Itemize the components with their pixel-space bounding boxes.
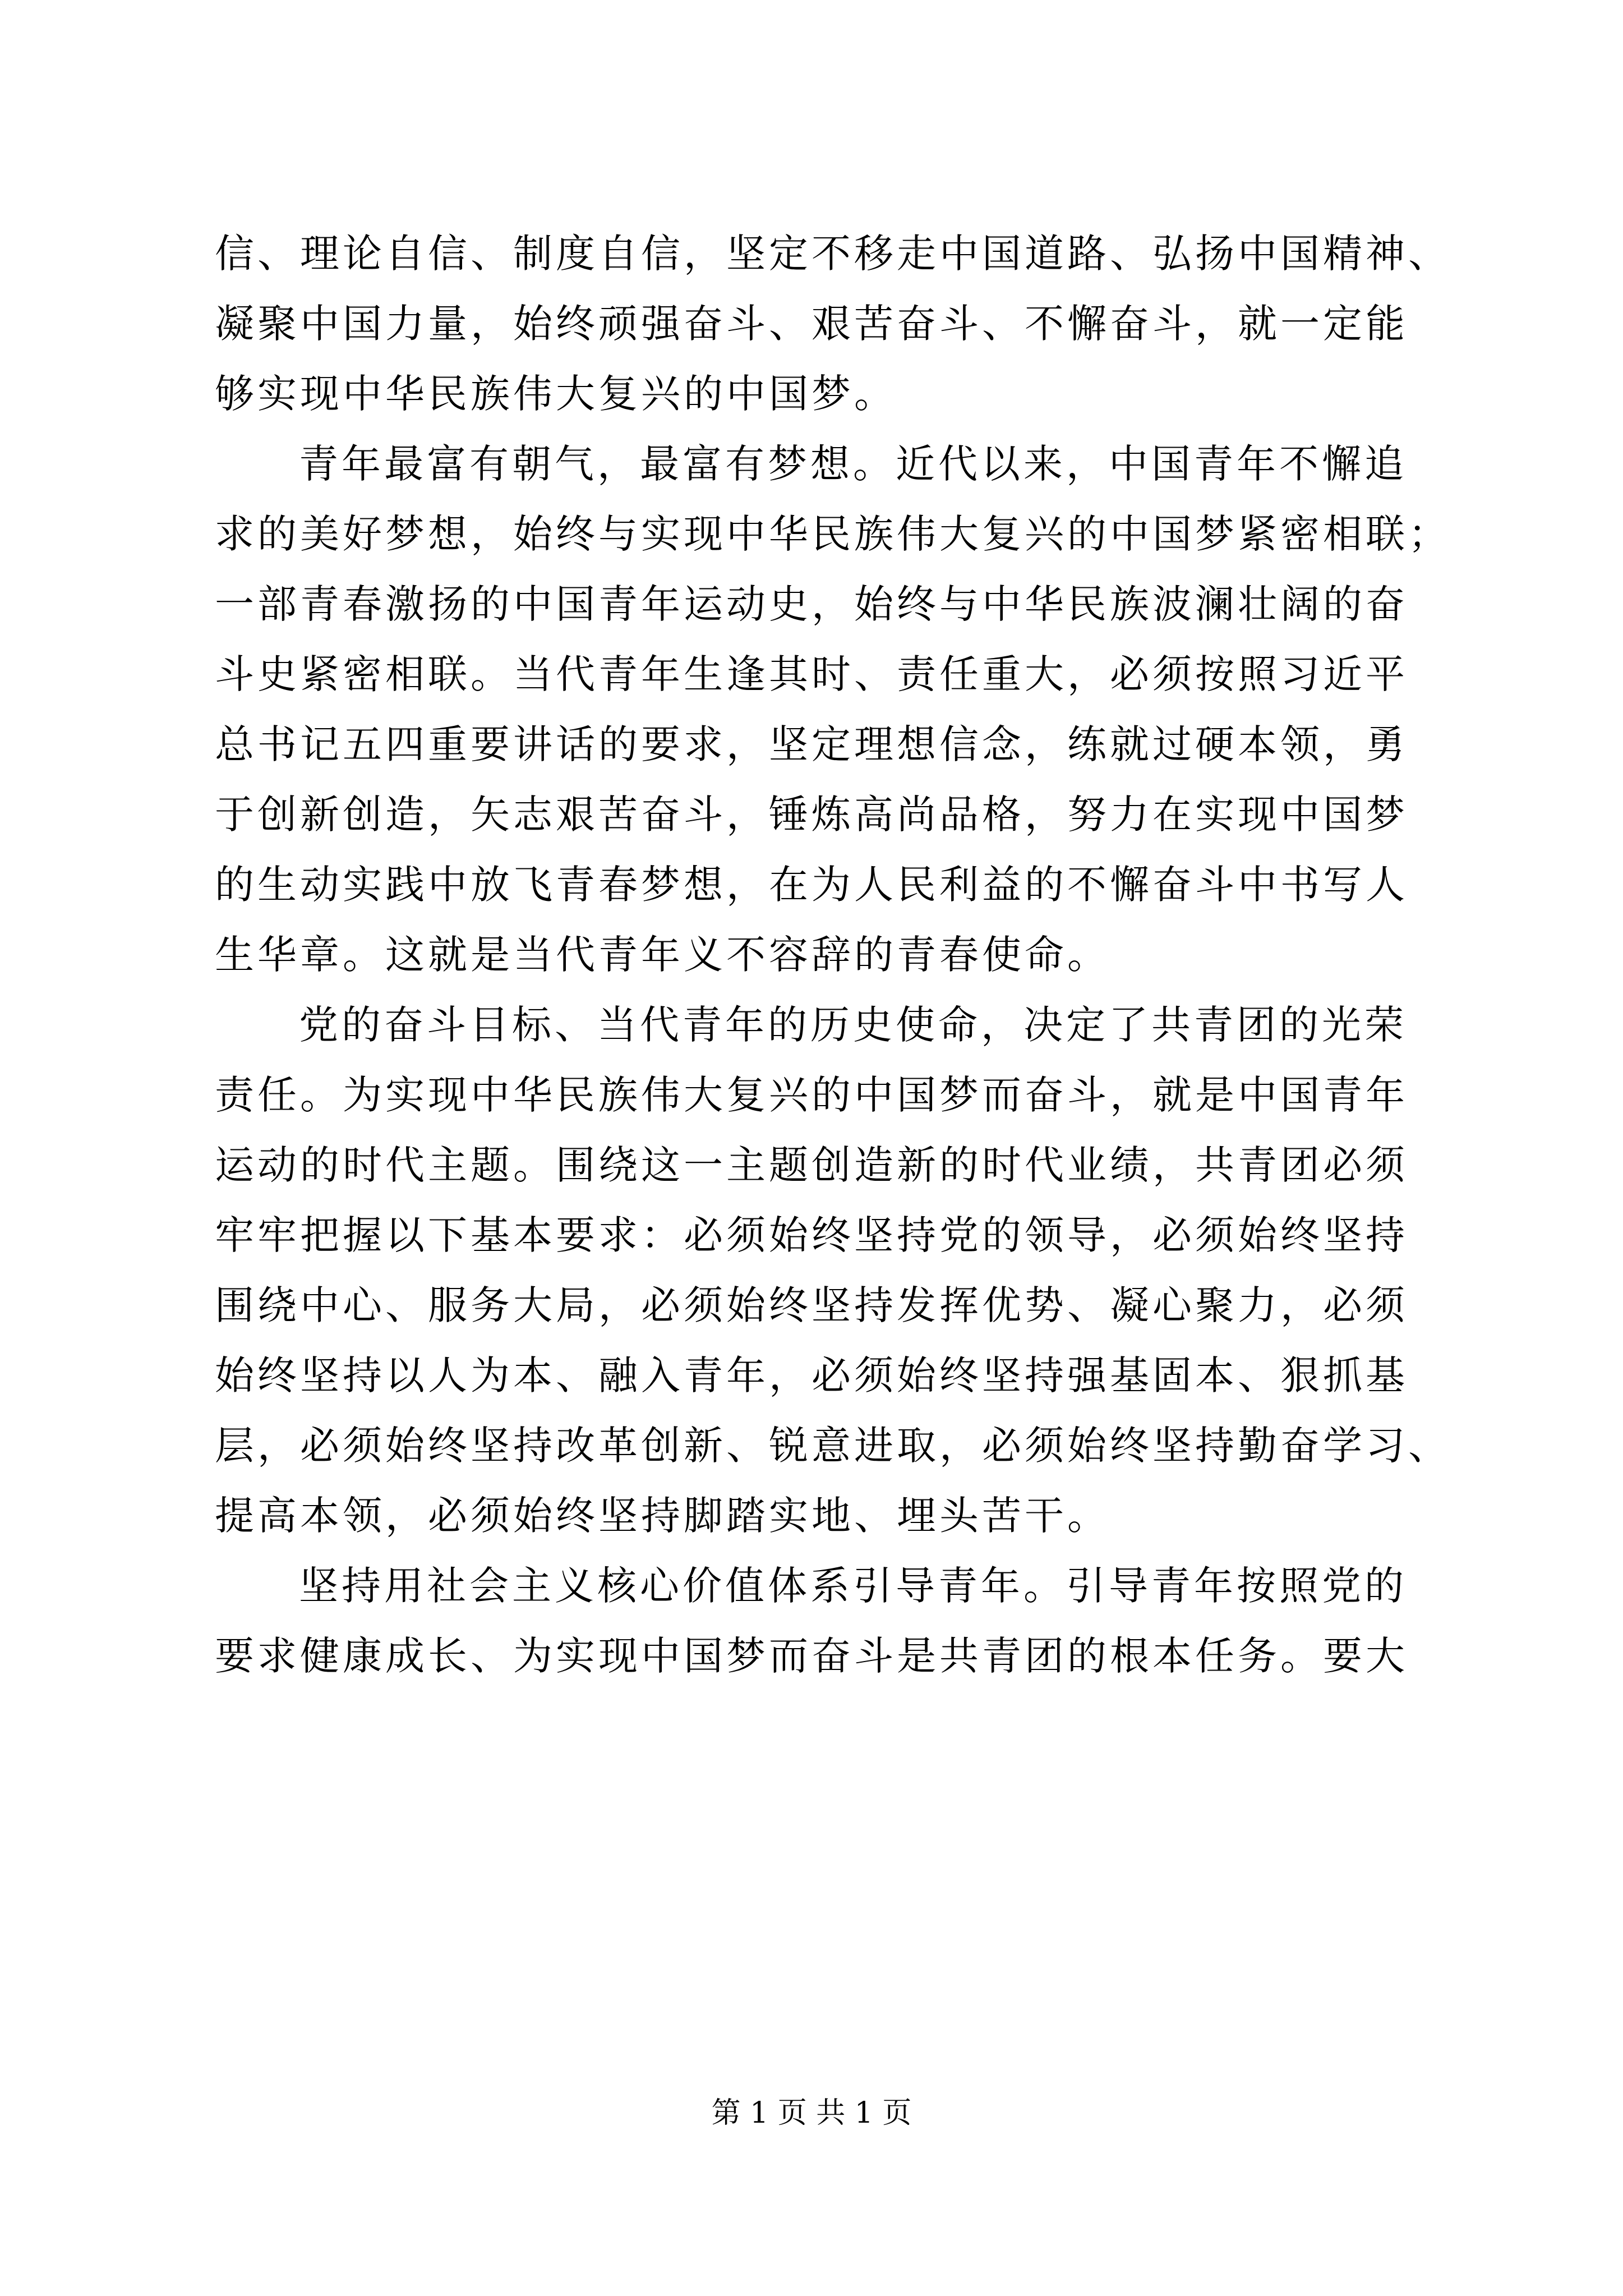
text-line: 始终坚持以人为本、融入青年，必须始终坚持强基固本、狠抓基 — [215, 1352, 1408, 1398]
text-line: 党的奋斗目标、当代青年的历史使命，决定了共青团的光荣 — [299, 1002, 1407, 1048]
paragraph — [215, 219, 1451, 429]
text-line: 运动的时代主题。围绕这一主题创造新的时代业绩，共青团必须 — [215, 1142, 1408, 1188]
text-line: 提高本领，必须始终坚持脚踏实地、埋头苦干。 — [215, 1493, 1110, 1539]
text-line: 一部青春激扬的中国青年运动史，始终与中华民族波澜壮阔的奋 — [215, 581, 1408, 627]
page-footer: 第 1 页 共 1 页 — [711, 2096, 912, 2130]
paragraph — [215, 429, 1451, 990]
text-line: 总书记五四重要讲话的要求，坚定理想信念，练就过硬本领，勇 — [215, 721, 1408, 767]
text-line: 求的美好梦想，始终与实现中华民族伟大复兴的中国梦紧密相联； — [215, 511, 1451, 557]
text-line: 斗史紧密相联。当代青年生逢其时、责任重大，必须按照习近平 — [215, 651, 1408, 697]
paragraph — [215, 990, 1451, 1551]
text-line: 围绕中心、服务大局，必须始终坚持发挥优势、凝心聚力，必须 — [215, 1282, 1408, 1328]
text-line: 青年最富有朝气，最富有梦想。近代以来，中国青年不懈追 — [299, 441, 1407, 487]
text-line: 生华章。这就是当代青年义不容辞的青春使命。 — [215, 932, 1110, 978]
text-line: 信、理论自信、制度自信，坚定不移走中国道路、弘扬中国精神、 — [215, 231, 1451, 277]
text-line: 于创新创造，矢志艰苦奋斗，锤炼高尚品格，努力在实现中国梦 — [215, 792, 1408, 838]
paragraph — [215, 1551, 1426, 1691]
text-line: 牢牢把握以下基本要求：必须始终坚持党的领导，必须始终坚持 — [215, 1212, 1408, 1258]
text-line: 要求健康成长、为实现中国梦而奋斗是共青团的根本任务。要大 — [215, 1633, 1408, 1679]
text-line: 的生动实践中放飞青春梦想，在为人民利益的不懈奋斗中书写人 — [215, 862, 1408, 908]
text-line: 责任。为实现中华民族伟大复兴的中国梦而奋斗，就是中国青年 — [215, 1072, 1408, 1118]
document-body — [215, 219, 1451, 1691]
text-line: 层，必须始终坚持改革创新、锐意进取，必须始终坚持勤奋学习、 — [215, 1423, 1451, 1469]
text-line: 坚持用社会主义核心价值体系引导青年。引导青年按照党的 — [299, 1563, 1407, 1609]
text-line: 够实现中华民族伟大复兴的中国梦。 — [215, 371, 897, 417]
text-line: 凝聚中国力量，始终顽强奋斗、艰苦奋斗、不懈奋斗，就一定能 — [215, 301, 1408, 347]
